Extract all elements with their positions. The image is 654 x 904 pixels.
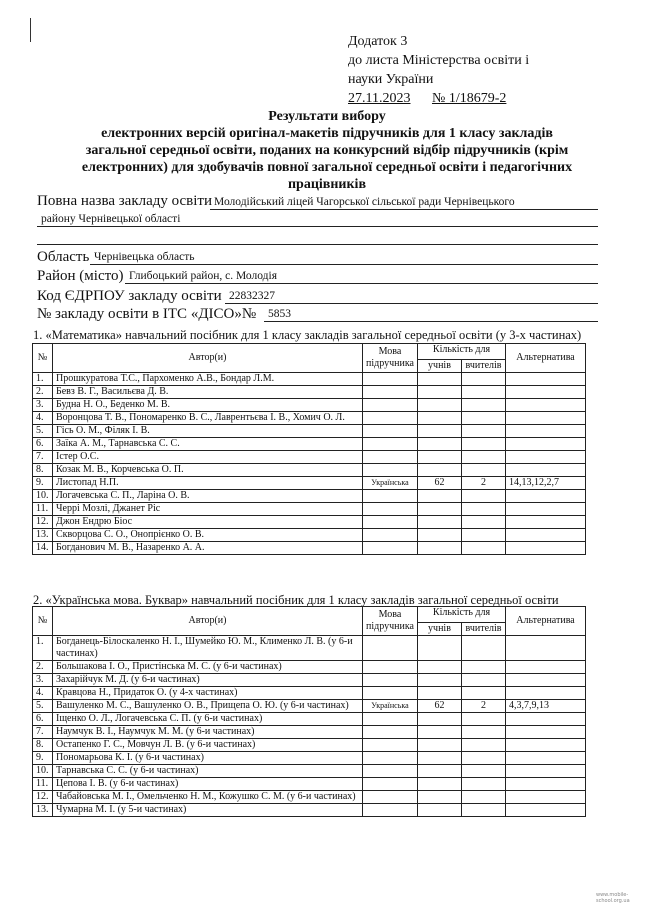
row-author: Листопад Н.П. bbox=[53, 477, 363, 490]
title-line-5: працівників bbox=[287, 177, 367, 192]
row-number: 13. bbox=[33, 529, 53, 542]
table-row bbox=[33, 529, 586, 542]
row-alternative bbox=[506, 516, 586, 529]
row-number: 6. bbox=[33, 713, 53, 726]
title-line-2: електронних версій оригінал-макетів підручників для 1 класу закладів bbox=[101, 126, 553, 141]
row-teachers bbox=[462, 791, 506, 804]
row-number: 12. bbox=[33, 516, 53, 529]
row-alternative bbox=[506, 412, 586, 425]
row-number: 7. bbox=[33, 726, 53, 739]
row-alternative bbox=[506, 425, 586, 438]
table-row bbox=[33, 700, 586, 713]
row-teachers bbox=[462, 636, 506, 661]
row-teachers: 2 bbox=[462, 700, 506, 713]
row-author: Черрі Мозлі, Джанет Ріс bbox=[53, 503, 363, 516]
row-language bbox=[363, 516, 418, 529]
row-alternative bbox=[506, 386, 586, 399]
row-teachers bbox=[462, 674, 506, 687]
row-students bbox=[418, 661, 462, 674]
row-author: Вашуленко М. С., Вашуленко О. В., Прищепа О. Ю. (у 6-и частинах) bbox=[53, 700, 363, 713]
row-language bbox=[363, 687, 418, 700]
header-author: Автор(и) bbox=[53, 344, 363, 373]
row-number: 2. bbox=[33, 661, 53, 674]
row-students bbox=[418, 425, 462, 438]
row-number: 6. bbox=[33, 438, 53, 451]
header-quantity: Кількість для bbox=[418, 607, 506, 623]
row-number: 8. bbox=[33, 464, 53, 477]
header-students: учнів bbox=[418, 623, 462, 636]
edrpou-label: Код ЄДРПОУ закладу освіти bbox=[37, 288, 222, 304]
header-language: Мова підручника bbox=[363, 607, 418, 636]
row-author: Богданович М. В., Назаренко А. А. bbox=[53, 542, 363, 555]
row-alternative bbox=[506, 739, 586, 752]
row-author: Захарійчук М. Д. (у 6-и частинах) bbox=[53, 674, 363, 687]
row-teachers bbox=[462, 726, 506, 739]
row-language bbox=[363, 752, 418, 765]
school-name-value-1: Молодійський ліцей Чагорської сільської ради Чернівецького bbox=[210, 195, 598, 210]
row-number: 14. bbox=[33, 542, 53, 555]
row-alternative bbox=[506, 661, 586, 674]
table-row bbox=[33, 687, 586, 700]
row-teachers bbox=[462, 778, 506, 791]
row-teachers: 2 bbox=[462, 477, 506, 490]
row-students bbox=[418, 542, 462, 555]
addendum-date: 27.11.2023 bbox=[348, 91, 411, 106]
row-language bbox=[363, 726, 418, 739]
title-line-4: електронних) для здобувачів повної загальної середньої освіти і педагогічних bbox=[81, 160, 573, 175]
row-students bbox=[418, 490, 462, 503]
row-teachers bbox=[462, 490, 506, 503]
row-number: 13. bbox=[33, 804, 53, 817]
blank-line bbox=[37, 243, 598, 245]
header-quantity: Кількість для bbox=[418, 344, 506, 360]
row-number: 1. bbox=[33, 636, 53, 661]
row-teachers bbox=[462, 399, 506, 412]
row-number: 10. bbox=[33, 490, 53, 503]
row-students bbox=[418, 412, 462, 425]
header-alternative: Альтернатива bbox=[506, 607, 586, 636]
row-alternative bbox=[506, 765, 586, 778]
table-row bbox=[33, 726, 586, 739]
row-number: 3. bbox=[33, 674, 53, 687]
row-alternative: 4,3,7,9,13 bbox=[506, 700, 586, 713]
row-alternative bbox=[506, 804, 586, 817]
row-language bbox=[363, 438, 418, 451]
row-students bbox=[418, 804, 462, 817]
row-number: 8. bbox=[33, 739, 53, 752]
row-language bbox=[363, 529, 418, 542]
district-value: Глибоцький район, с. Молодія bbox=[125, 269, 598, 284]
row-author: Наумчук В. І., Наумчук М. М. (у 6-и частинах) bbox=[53, 726, 363, 739]
row-students bbox=[418, 778, 462, 791]
addendum-line-1: Додаток 3 bbox=[348, 34, 408, 49]
table-row bbox=[33, 503, 586, 516]
row-author: Богданець-Білоскаленко Н. І., Шумейко Ю. М., Клименко Л. В. (у 6-и частинах) bbox=[53, 636, 363, 661]
row-alternative bbox=[506, 778, 586, 791]
region-label: Область bbox=[37, 249, 90, 265]
header-teachers: вчителів bbox=[462, 360, 506, 373]
row-alternative bbox=[506, 399, 586, 412]
row-language bbox=[363, 661, 418, 674]
row-alternative bbox=[506, 529, 586, 542]
row-teachers bbox=[462, 661, 506, 674]
row-author: Чумарна М. І. (у 5-и частинах) bbox=[53, 804, 363, 817]
row-students bbox=[418, 529, 462, 542]
row-alternative bbox=[506, 791, 586, 804]
header-author: Автор(и) bbox=[53, 607, 363, 636]
row-alternative bbox=[506, 752, 586, 765]
row-author: Воронцова Т. В., Пономаренко В. С., Лаврентьєва І. В., Хомич О. Л. bbox=[53, 412, 363, 425]
table-row bbox=[33, 464, 586, 477]
row-author: Кравцова Н., Придаток О. (у 4-х частинах) bbox=[53, 687, 363, 700]
row-author: Гісь О. М., Філяк І. В. bbox=[53, 425, 363, 438]
row-author: Логачевська С. П., Ларіна О. В. bbox=[53, 490, 363, 503]
header-num: № bbox=[33, 344, 53, 373]
row-teachers bbox=[462, 516, 506, 529]
district-label: Район (місто) bbox=[37, 268, 124, 284]
header-alternative: Альтернатива bbox=[506, 344, 586, 373]
scan-margin-mark bbox=[30, 18, 31, 42]
row-language bbox=[363, 425, 418, 438]
header-teachers: вчителів bbox=[462, 623, 506, 636]
row-number: 5. bbox=[33, 700, 53, 713]
row-alternative bbox=[506, 451, 586, 464]
row-author: Козак М. В., Корчевська О. П. bbox=[53, 464, 363, 477]
row-language bbox=[363, 778, 418, 791]
row-number: 9. bbox=[33, 752, 53, 765]
section-1-title: 1. «Математика» навчальний посібник для 1 класу закладів загальної середньої освіти (у 3-х частинах) bbox=[33, 328, 582, 342]
row-teachers bbox=[462, 373, 506, 386]
row-number: 11. bbox=[33, 778, 53, 791]
row-author: Істер О.С. bbox=[53, 451, 363, 464]
table-row bbox=[33, 386, 586, 399]
table-row bbox=[33, 477, 586, 490]
row-language bbox=[363, 713, 418, 726]
row-students bbox=[418, 464, 462, 477]
row-author: Чабайовська М. І., Омельченко Н. М., Кожушко С. М. (у 6-и частинах) bbox=[53, 791, 363, 804]
row-alternative bbox=[506, 674, 586, 687]
row-students: 62 bbox=[418, 477, 462, 490]
school-name-value-2: району Чернівецької області bbox=[37, 212, 598, 227]
row-language bbox=[363, 373, 418, 386]
row-author: Заїка А. М., Тарнавська С. С. bbox=[53, 438, 363, 451]
row-teachers bbox=[462, 542, 506, 555]
row-students bbox=[418, 438, 462, 451]
table-row bbox=[33, 804, 586, 817]
edrpou-value: 22832327 bbox=[225, 289, 598, 304]
row-number: 1. bbox=[33, 373, 53, 386]
row-author: Джон Ендрю Біос bbox=[53, 516, 363, 529]
addendum-date-row bbox=[348, 89, 529, 108]
school-name-label: Повна назва закладу освіти bbox=[37, 193, 213, 209]
row-alternative bbox=[506, 726, 586, 739]
row-number: 3. bbox=[33, 399, 53, 412]
row-teachers bbox=[462, 765, 506, 778]
row-number: 12. bbox=[33, 791, 53, 804]
row-alternative bbox=[506, 438, 586, 451]
row-language bbox=[363, 503, 418, 516]
row-students bbox=[418, 674, 462, 687]
row-teachers bbox=[462, 529, 506, 542]
header-language: Мова підручника bbox=[363, 344, 418, 373]
row-teachers bbox=[462, 752, 506, 765]
row-teachers bbox=[462, 425, 506, 438]
row-language bbox=[363, 765, 418, 778]
table-row bbox=[33, 674, 586, 687]
row-students bbox=[418, 636, 462, 661]
row-author: Будна Н. О., Беденко М. В. bbox=[53, 399, 363, 412]
section-2-title: 2. «Українська мова. Буквар» навчальний посібник для 1 класу закладів загальної середньої освіти bbox=[33, 593, 559, 607]
row-students bbox=[418, 713, 462, 726]
table-row bbox=[33, 516, 586, 529]
row-alternative bbox=[506, 542, 586, 555]
row-author: Іщенко О. Л., Логачевська С. П. (у 6-и частинах) bbox=[53, 713, 363, 726]
document-title bbox=[40, 108, 614, 193]
row-author: Пономарьова К. І. (у 6-и частинах) bbox=[53, 752, 363, 765]
header-students: учнів bbox=[418, 360, 462, 373]
row-number: 7. bbox=[33, 451, 53, 464]
title-line-1: Результати вибору bbox=[268, 109, 386, 124]
row-teachers bbox=[462, 687, 506, 700]
row-alternative bbox=[506, 490, 586, 503]
row-students bbox=[418, 765, 462, 778]
title-line-3: загальної середньої освіти, поданих на конкурсний відбір підручників (крім bbox=[85, 143, 569, 158]
table-row bbox=[33, 636, 586, 661]
section-1-rows bbox=[33, 373, 586, 555]
table-row bbox=[33, 373, 586, 386]
row-author: Цепова І. В. (у 6-и частинах) bbox=[53, 778, 363, 791]
row-students bbox=[418, 791, 462, 804]
table-row bbox=[33, 425, 586, 438]
table-row bbox=[33, 438, 586, 451]
row-alternative bbox=[506, 687, 586, 700]
section-2-rows bbox=[33, 636, 586, 817]
row-teachers bbox=[462, 713, 506, 726]
row-alternative bbox=[506, 503, 586, 516]
row-teachers bbox=[462, 438, 506, 451]
row-students bbox=[418, 399, 462, 412]
row-language bbox=[363, 386, 418, 399]
row-teachers bbox=[462, 804, 506, 817]
header-num: № bbox=[33, 607, 53, 636]
table-row bbox=[33, 542, 586, 555]
row-number: 10. bbox=[33, 765, 53, 778]
row-number: 4. bbox=[33, 412, 53, 425]
row-language bbox=[363, 674, 418, 687]
row-language bbox=[363, 490, 418, 503]
row-students bbox=[418, 752, 462, 765]
region-value: Чернівецька область bbox=[90, 250, 598, 265]
row-author: Большакова І. О., Пристінська М. С. (у 6-и частинах) bbox=[53, 661, 363, 674]
row-number: 5. bbox=[33, 425, 53, 438]
row-students bbox=[418, 386, 462, 399]
row-language bbox=[363, 636, 418, 661]
row-alternative bbox=[506, 464, 586, 477]
row-language bbox=[363, 451, 418, 464]
addendum-block bbox=[348, 32, 529, 108]
row-author: Скворцова С. О., Онопрієнко О. В. bbox=[53, 529, 363, 542]
row-author: Бевз В. Г., Васильєва Д. В. bbox=[53, 386, 363, 399]
row-teachers bbox=[462, 451, 506, 464]
row-teachers bbox=[462, 386, 506, 399]
row-language bbox=[363, 412, 418, 425]
table-row bbox=[33, 765, 586, 778]
row-students: 62 bbox=[418, 700, 462, 713]
row-teachers bbox=[462, 503, 506, 516]
table-row bbox=[33, 713, 586, 726]
row-language bbox=[363, 739, 418, 752]
row-teachers bbox=[462, 739, 506, 752]
section-1-table bbox=[32, 343, 586, 555]
row-students bbox=[418, 516, 462, 529]
addendum-number: № 1/18679-2 bbox=[431, 91, 507, 106]
table-row bbox=[33, 778, 586, 791]
row-students bbox=[418, 687, 462, 700]
addendum-line-3: науки України bbox=[348, 72, 434, 87]
table-row bbox=[33, 791, 586, 804]
table-row bbox=[33, 661, 586, 674]
row-language: Українська bbox=[363, 477, 418, 490]
row-language bbox=[363, 399, 418, 412]
row-number: 4. bbox=[33, 687, 53, 700]
row-language bbox=[363, 804, 418, 817]
its-label: № закладу освіти в ІТС «ДІСО»№ bbox=[37, 306, 257, 322]
table-row bbox=[33, 739, 586, 752]
row-author: Прошкуратова Т.С., Пархоменко А.В., Бондар Л.М. bbox=[53, 373, 363, 386]
row-students bbox=[418, 726, 462, 739]
row-number: 11. bbox=[33, 503, 53, 516]
row-students bbox=[418, 451, 462, 464]
row-students bbox=[418, 739, 462, 752]
section-2-table bbox=[32, 606, 586, 817]
table-row bbox=[33, 399, 586, 412]
row-author: Тарнавська С. С. (у 6-и частинах) bbox=[53, 765, 363, 778]
row-language bbox=[363, 791, 418, 804]
row-language bbox=[363, 542, 418, 555]
row-students bbox=[418, 503, 462, 516]
row-number: 9. bbox=[33, 477, 53, 490]
table-row bbox=[33, 752, 586, 765]
row-author: Остапенко Г. С., Мовчун Л. В. (у 6-и частинах) bbox=[53, 739, 363, 752]
row-alternative bbox=[506, 373, 586, 386]
its-value: 5853 bbox=[264, 307, 598, 322]
row-teachers bbox=[462, 412, 506, 425]
table-row bbox=[33, 412, 586, 425]
row-language bbox=[363, 464, 418, 477]
row-alternative bbox=[506, 713, 586, 726]
row-language: Українська bbox=[363, 700, 418, 713]
watermark: www.mobile-school.org.ua bbox=[596, 892, 630, 904]
row-students bbox=[418, 373, 462, 386]
row-alternative bbox=[506, 636, 586, 661]
row-teachers bbox=[462, 464, 506, 477]
table-row bbox=[33, 451, 586, 464]
row-alternative: 14,13,12,2,7 bbox=[506, 477, 586, 490]
table-row bbox=[33, 490, 586, 503]
row-number: 2. bbox=[33, 386, 53, 399]
addendum-line-2: до листа Міністерства освіти і bbox=[348, 53, 530, 68]
